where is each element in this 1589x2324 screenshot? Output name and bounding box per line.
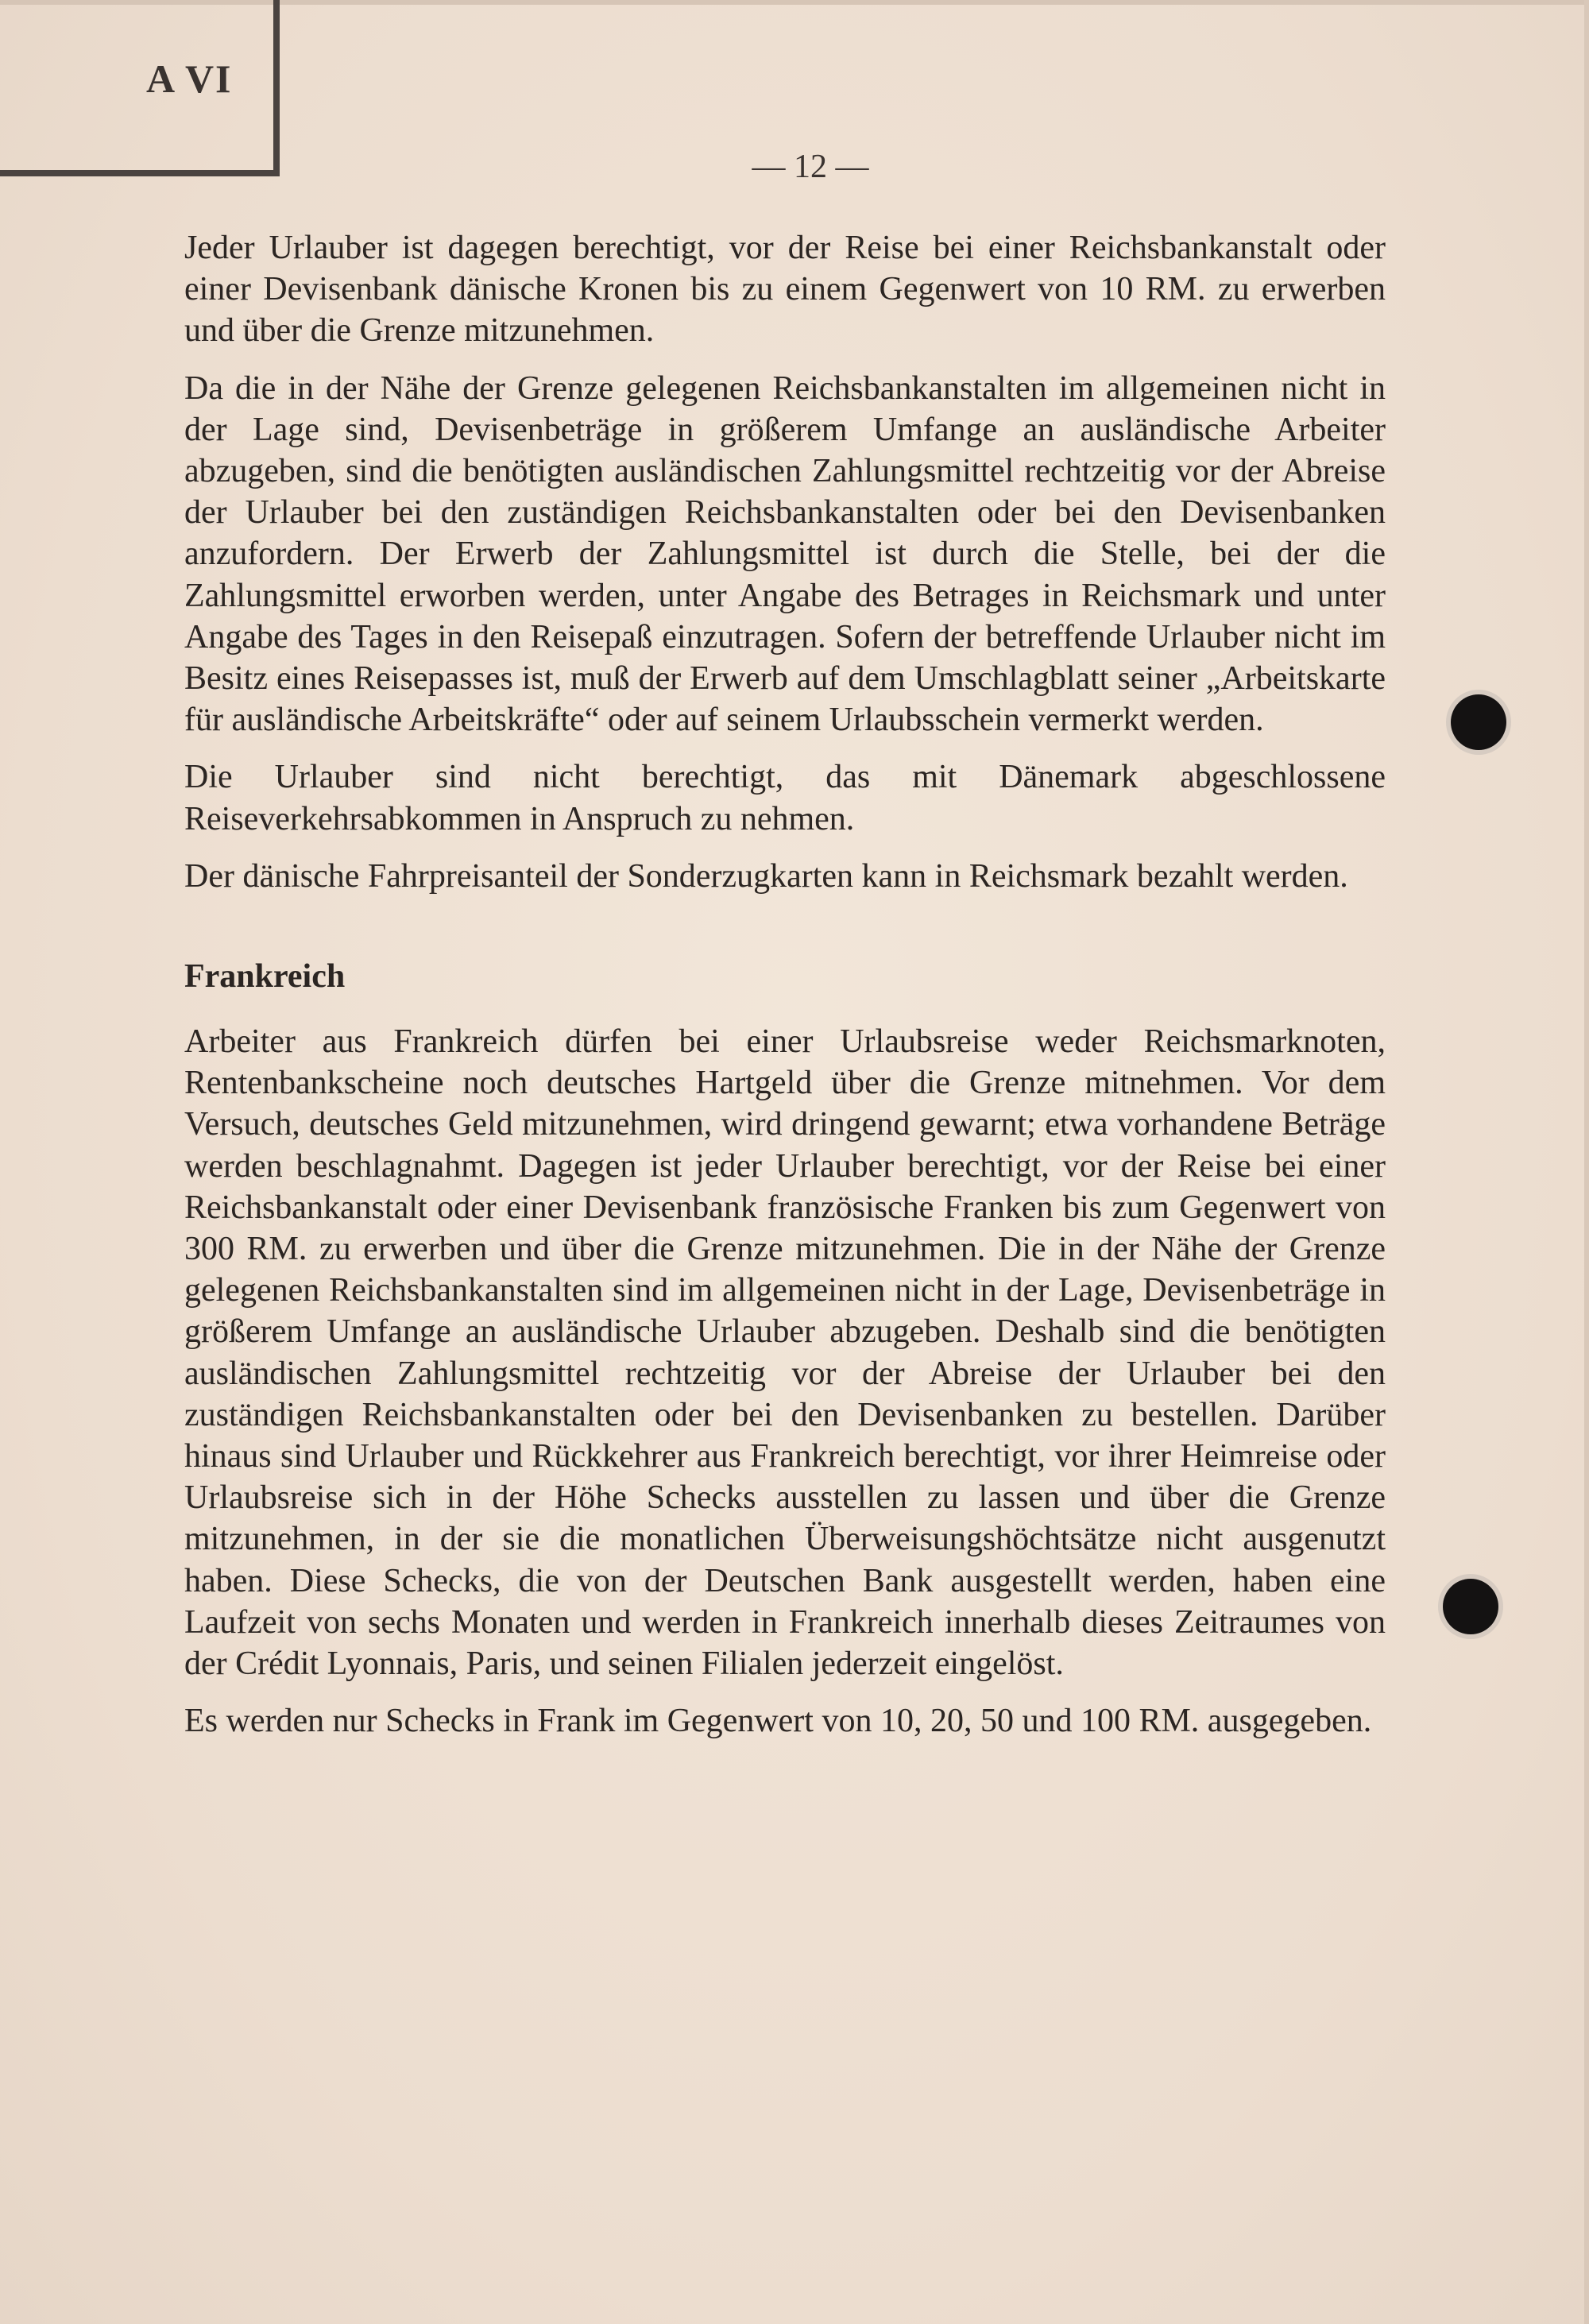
paragraph: Jeder Urlauber ist dagegen berechtigt, vor der Reise bei einer Reichsbankanstalt oder einer Devisenbank dänische Kronen bis zu einem Gegenwert von 10 RM. zu erwerben und über die Grenze mitzunehmen. <box>184 230 1386 350</box>
paragraph: Es werden nur Schecks in Frank im Gegenwert von 10, 20, 50 und 100 RM. ausgegeben. <box>184 1703 1372 1740</box>
page-edge-right <box>1584 0 1589 2324</box>
page-number: — 12 — <box>752 149 869 185</box>
paragraph: Arbeiter aus Frankreich dürfen bei einer Urlaubsreise weder Reichsmarknoten, Rentenbankscheine noch deutsches Hartgeld über die Grenze mitnehmen. Vor dem Versuch, deutsches Geld mitzunehmen, wird dringend gewarnt; etwa vorhandene Beträge werden beschlagnahmt. Dagegen ist jeder Urlauber berechtigt, vor der Reise bei einer Reichsbankanstalt oder einer Devisenbank französische Franken bis zum Gegenwert von 300 RM. zu erwerben und über die Grenze mitzunehmen. Die in der Nähe der Grenze gelegenen Reichsbankanstalten sind im allgemeinen nicht in der Lage, Devisenbeträge in größerem Umfange an ausländische Urlauber abzugeben. Deshalb sind die benötigten ausländischen Zahlungsmittel rechtzeitig vor der Abreise der Urlauber bei den zuständigen Reichsbankanstalten oder bei den Devisenbanken zu bestellen. Darüber hinaus sind Urlauber und Rückkehrer aus Frankreich berechtigt, vor ihrer Heimreise oder Urlaubsreise sich in der Höhe Schecks ausstellen zu lassen und über die Grenze mitzunehmen, in der sie die monatlichen Überweisungshöchtsätze nicht ausgenutzt haben. Diese Schecks, die von der Deutschen Bank ausgestellt werden, haben eine Laufzeit von sechs Monaten und werden in Frankreich innerhalb dieses Zeitraumes von der Crédit Lyonnais, Paris, und seinen Filialen jederzeit eingelöst. <box>184 1023 1386 1683</box>
paragraph: Da die in der Nähe der Grenze gelegenen Reichsbankanstalten im allgemeinen nicht in der Lage sind, Devisenbeträge in größerem Umfange an ausländische Arbeiter abzugeben, sind die benötigten ausländischen Zahlungsmittel rechtzeitig vor der Abreise der Urlauber bei den zuständigen Reichsbankanstalten oder bei den Devisenbanken anzufordern. Der Erwerb der Zahlungsmittel ist durch die Stelle, bei der die Zahlungsmittel erworben werden, unter Angabe des Betrages in Reichsmark und unter Angabe des Tages in den Reisepaß einzutragen. Sofern der betreffende Urlauber nicht im Besitz eines Reisepasses ist, muß der Erwerb auf dem Umschlagblatt seiner „Arbeitskarte für ausländische Arbeitskräfte“ oder auf seinem Urlaubsschein vermerkt werden. <box>184 369 1386 739</box>
paragraph: Die Urlauber sind nicht berechtigt, das mit Dänemark abgeschlossene Reiseverkehrsabkommen in Anspruch zu nehmen. <box>184 759 1386 837</box>
section-heading: Frankreich <box>184 958 346 996</box>
punch-hole <box>1451 694 1506 750</box>
section-label: A VI <box>146 56 233 101</box>
body-text <box>184 227 1386 1742</box>
paragraph: Der dänische Fahrpreisanteil der Sonderzugkarten kann in Reichsmark bezahlt werden. <box>184 857 1348 895</box>
punch-hole <box>1443 1579 1498 1634</box>
